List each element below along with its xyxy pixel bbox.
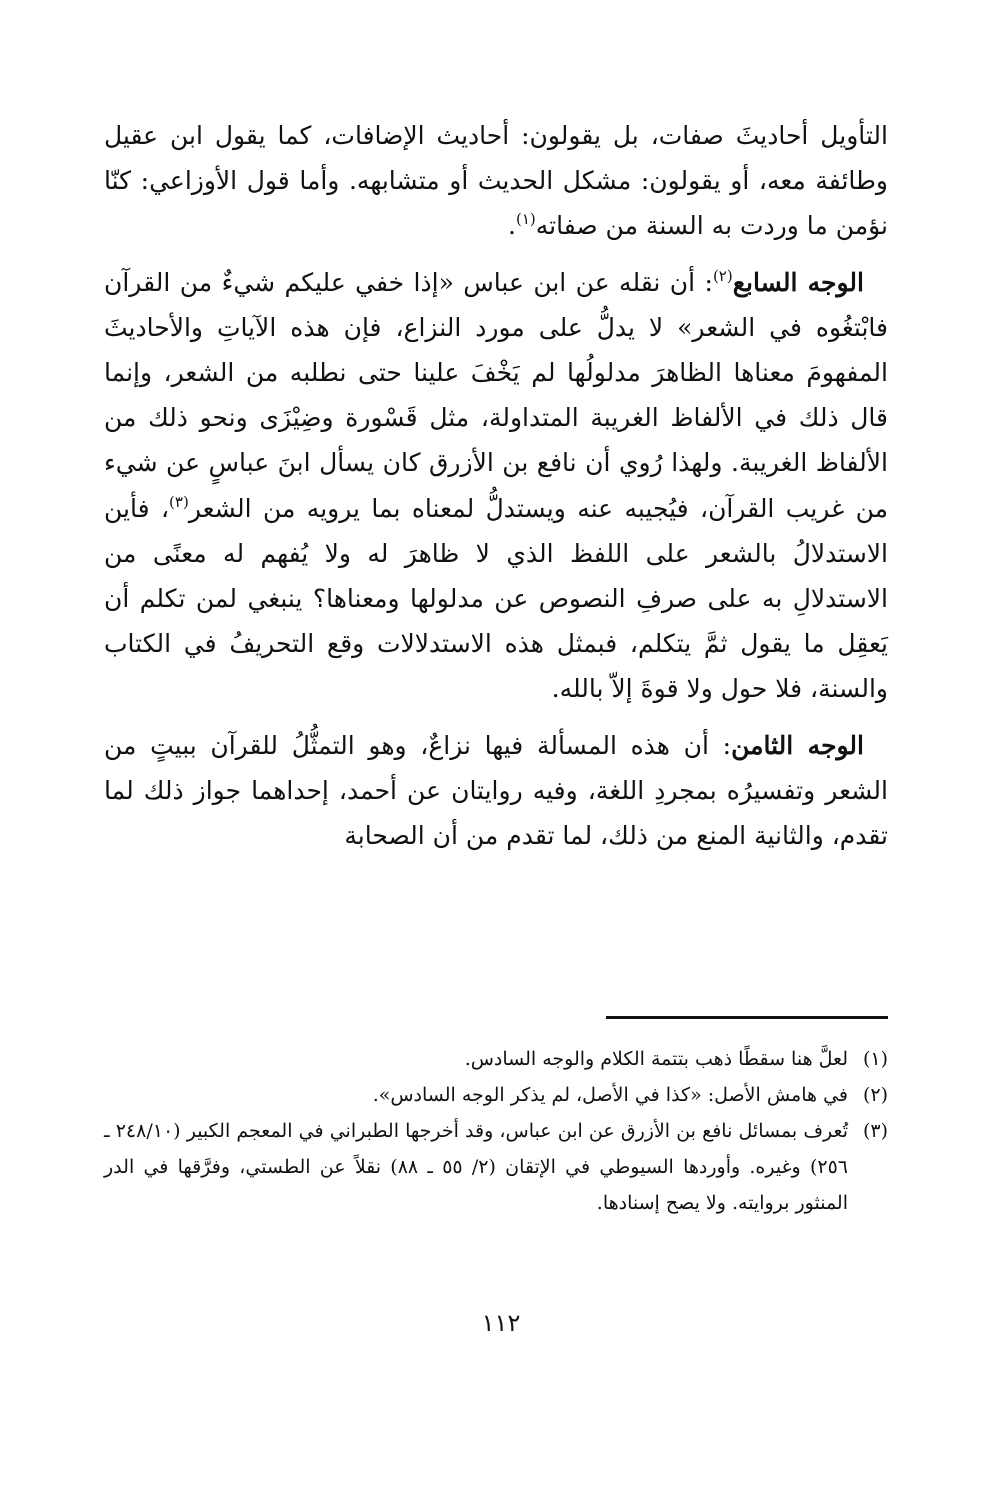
footnote-text: لعلَّ هنا سقطًا ذهب بتتمة الكلام والوجه السادس. bbox=[464, 1048, 848, 1070]
footnote-item bbox=[104, 1041, 888, 1077]
paragraph-text: : أن نقله عن ابن عباس «إذا خفي عليكم شيءٌ من القرآن فابْتغُوه في الشعر» لا يدلُّ على مورد النزاع، فإن هذه الآياتِ والأحاديثَ المفهومَ معناها الظاهرَ مدلولُها لم يَخْفَ علينا حتى نطلبه من الشعر، وإنما قال ذلك في الألفاظ الغريبة المتداولة، مثل قَسْورة وضِيْزَى ونحو ذلك من الألفاظ الغريبة. ولهذا رُوي أن نافع بن الأزرق كان يسأل ابنَ عباسٍ عن شيء من غريب القرآن، فيُجيبه عنه ويستدلُّ لمعناه بما يرويه من الشعر bbox=[104, 267, 888, 523]
paragraph-seventh-aspect bbox=[104, 260, 888, 712]
footnote-item bbox=[104, 1077, 888, 1113]
footnote-number: (٢) bbox=[862, 1084, 888, 1106]
footnote-text: في هامش الأصل: «كذا في الأصل، لم يذكر الوجه السادس». bbox=[372, 1084, 848, 1106]
section-heading-eighth: الوجه الثامن bbox=[731, 730, 864, 760]
paragraph-text: : أن هذه المسألة فيها نزاعٌ، وهو التمثُّلُ للقرآن ببيتٍ من الشعر وتفسيرُه بمجردِ اللغة، وفيه روايتان عن أحمد، إحداهما جواز ذلك لما تقدم، والثانية المنع من ذلك، لما تقدم من أن الصحابة bbox=[104, 730, 888, 851]
paragraph-end-mark: . bbox=[508, 211, 516, 241]
footnotes-block bbox=[104, 1041, 888, 1221]
page-number: ١١٢ bbox=[481, 1309, 521, 1337]
paragraph-text: ، فأين الاستدلالُ بالشعر على اللفظ الذي لا ظاهرَ له ولا يُفهم له معنًى من الاستدلالِ به على صرفِ النصوص عن مدلولها ومعناها؟ ينبغي لمن تكلم أن يَعقِل ما يقول ثمَّ يتكلم، فبمثل هذه الاستدلالات وقع التحريفُ في الكتاب والسنة، فلا حول ولا قوةَ إلاّ بالله. bbox=[104, 493, 888, 704]
footnote-reference-1: (١) bbox=[515, 210, 536, 229]
footnote-reference-2: (٢) bbox=[712, 266, 733, 285]
main-text-block bbox=[104, 113, 888, 858]
footnote-text: تُعرف بمسائل نافع بن الأزرق عن ابن عباس، وقد أخرجها الطبراني في المعجم الكبير (٢٤٨/١٠ ـ ٢٥٦) وغيره. وأوردها السيوطي في الإتقان (٢/ ٥٥ ـ ٨٨) نقلاً عن الطستي، وفرَّقها في الدر المنثور بروايته. ولا يصح إسنادها. bbox=[104, 1120, 848, 1214]
footnote-number: (٣) bbox=[862, 1120, 888, 1142]
paragraph-eighth-aspect bbox=[104, 723, 888, 859]
footnote-number: (١) bbox=[862, 1048, 888, 1070]
footnote-separator bbox=[606, 1016, 888, 1019]
footnote-item bbox=[104, 1113, 888, 1221]
paragraph-text: التأويل أحاديثَ صفات، بل يقولون: أحاديث الإضافات، كما يقول ابن عقيل وطائفة معه، أو يقولون: مشكل الحديث أو متشابهه. وأما قول الأوزاعي: كنّا نؤمن ما وردت به السنة من صفاته bbox=[104, 121, 888, 241]
section-heading-seventh: الوجه السابع bbox=[732, 267, 864, 297]
paragraph-continuation bbox=[104, 113, 888, 249]
footnote-reference-3: (٣) bbox=[169, 492, 189, 511]
